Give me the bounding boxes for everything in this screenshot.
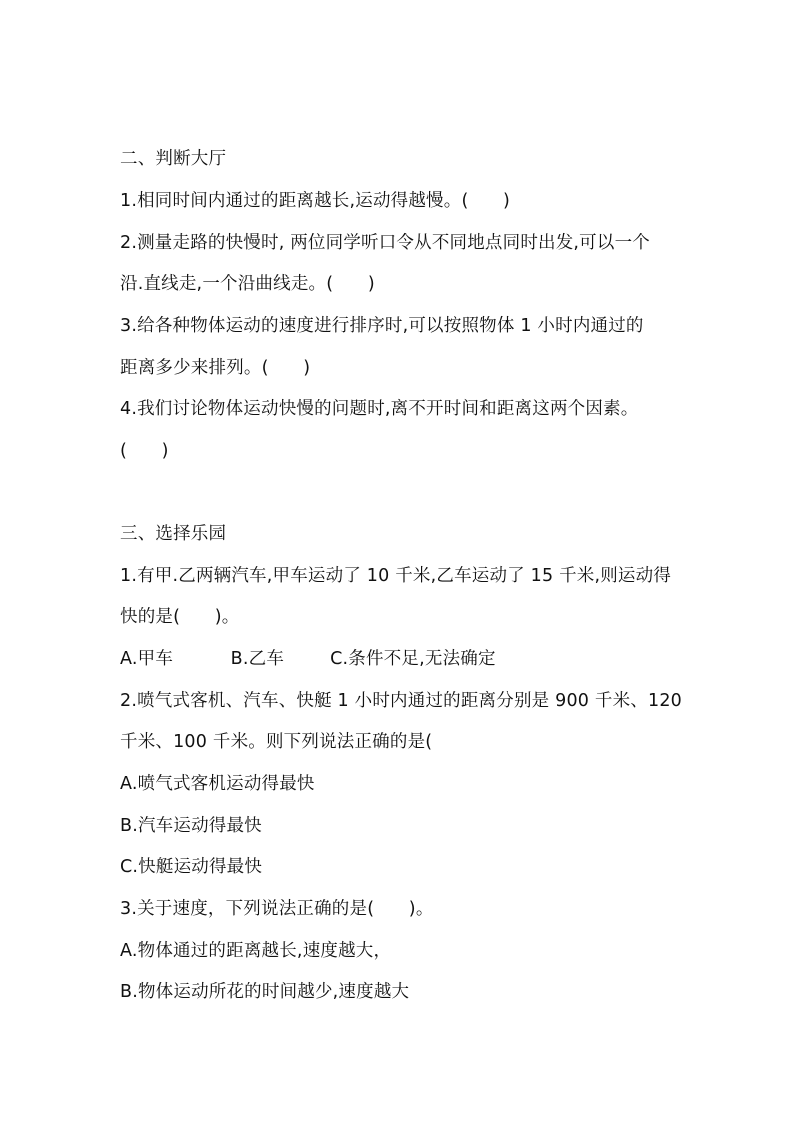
choice-question-3-option-b: B.物体运动所花的时间越少,速度越大 [120, 982, 410, 1002]
choice-question-2-option-b: B.汽车运动得最快 [120, 816, 262, 836]
judgment-question-2-line-1: 2.测量走路的快慢时, 两位同学听口令从不同地点同时出发,可以一个 [120, 233, 650, 253]
choice-question-3-option-a: A.物体通过的距离越长,速度越大， [120, 941, 392, 961]
choice-question-2-line-2: 千米、100 千米。则下列说法正确的是( [120, 732, 433, 752]
judgment-question-3-line-1: 3.给各种物体运动的速度进行排序时,可以按照物体 1 小时内通过的 [120, 316, 644, 336]
choice-question-1-line-1: 1.有甲.乙两辆汽车,甲车运动了 10 千米,乙车运动了 15 千米,则运动得 [120, 566, 672, 586]
choice-question-2-option-a: A.喷气式客机运动得最快 [120, 774, 315, 794]
judgment-question-3-line-2: 距离多少来排列。( ) [120, 358, 311, 378]
judgment-question-4-line-2: ( ) [120, 441, 169, 461]
choice-question-1-line-2: 快的是( )。 [120, 607, 240, 627]
judgment-question-1: 1.相同时间内通过的距离越长,运动得越慢。( ) [120, 191, 511, 211]
judgment-question-4-line-1: 4.我们讨论物体运动快慢的问题时,离不开时间和距离这两个因素。 [120, 399, 639, 419]
choice-question-3-line-1: 3.关于速度，下列说法正确的是( )。 [120, 899, 434, 919]
judgment-question-2-line-2: 沿.直线走,一个沿曲线走。( ) [120, 274, 375, 294]
choice-question-1-options: A.甲车 B.乙车 C.条件不足,无法确定 [120, 649, 496, 669]
section-heading-choice: 三、选择乐园 [120, 524, 227, 544]
choice-question-2-option-c: C.快艇运动得最快 [120, 857, 263, 877]
section-heading-judgment: 二、判断大厅 [120, 149, 227, 169]
choice-question-2-line-1: 2.喷气式客机、汽车、快艇 1 小时内通过的距离分别是 900 千米、120 [120, 691, 682, 711]
